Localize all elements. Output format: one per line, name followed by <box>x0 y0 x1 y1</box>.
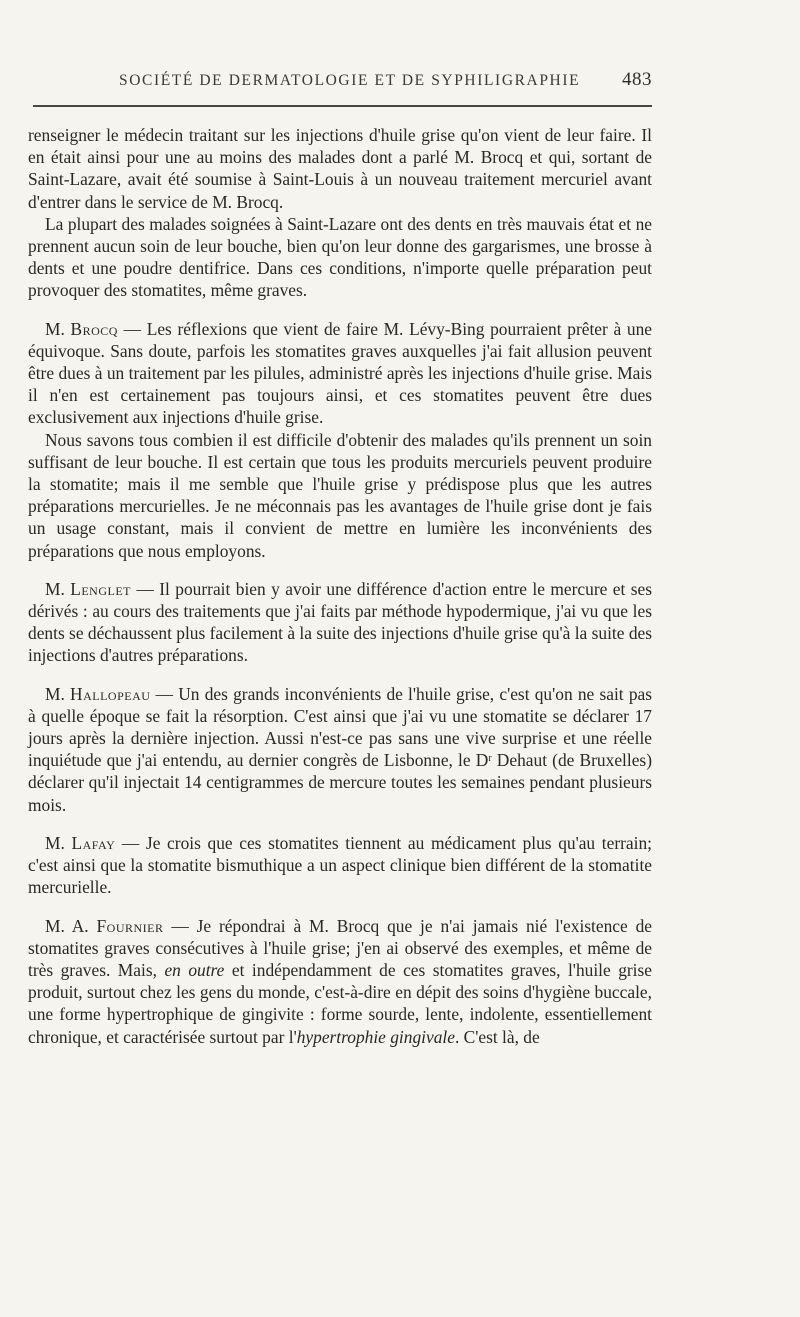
running-head <box>33 66 652 96</box>
speaker-name: Hallopeau <box>70 683 151 704</box>
running-title: SOCIÉTÉ DE DERMATOLOGIE ET DE SYPHILIGRAPHIE <box>119 72 581 89</box>
speaker-name: Brocq <box>70 318 118 339</box>
paragraph-lafay: M. Lafay — Je crois que ces stomatites tiennent au médicament plus qu'au terrain; c'est ainsi que la stomatite bismuthique a un aspect clinique bien différent de la stomatite mercurielle. <box>28 832 652 898</box>
speaker-name: Fournier <box>96 915 164 936</box>
speaker-name: Lafay <box>71 832 116 853</box>
paragraph: Nous savons tous combien il est difficile d'obtenir des malades qu'ils prennent un soin suffisant de leur bouche. Il est certain que tous les produits mercuriels peuvent produire la stomatite; mais il me semble que l'huile grise y prédispose plus que les autres préparations mercurielles. Je ne méconnais pas les avantages de l'huile grise dont je fais un usage constant, mais il convient de mettre en lumière les inconvénients des préparations que nous employons. <box>28 429 652 561</box>
paragraph-hallopeau: M. Hallopeau — Un des grands inconvénients de l'huile grise, c'est qu'on ne sait pas à quelle époque se fait la résorption. C'est ainsi que j'ai vu une stomatite se déclarer 17 jours après la dernière injection. Aussi n'est-ce pas sans une vive surprise et une réelle inquiétude que j'ai entendu, au dernier congrès de Lisbonne, le $D^r$ Dehaut (de Bruxelles) déclarer qu'il injectait 14 centigrammes de mercure toutes les semaines pendant plusieurs mois. <box>28 683 653 815</box>
paragraph-lenglet: M. Lenglet — Il pourrait bien y avoir une différence d'action entre le mercure et ses dérivés : au cours des traitements que j'ai faits par méthode hypodermique, j'ai vu que les dents se déchaussent plus facilement à la suite des injections d'huile grise qu'à la suite des injections d'autres préparations. <box>28 578 652 666</box>
page-number: 483 <box>622 69 652 90</box>
speaker-name: Lenglet <box>70 578 132 599</box>
paragraph-brocq: M. Brocq — Les réflexions que vient de faire M. Lévy-Bing pourraient prêter à une équivoque. Sans doute, parfois les stomatites graves auxquelles j'ai fait allusion peuvent être dues à un traitement par les pilules, administré après les injections d'huile grise. Mais il n'en est certainement pas toujours ainsi, et ces stomatites peuvent être dues exclusivement aux injections d'huile grise. <box>28 318 652 428</box>
paragraph: La plupart des malades soignées à Saint-Lazare ont des dents en très mauvais état et ne prennent aucun soin de leur bouche, bien qu'on leur donne des gargarismes, une brosse à dents et une poudre dentifrice. Dans ces conditions, n'importe quelle préparation peut provoquer des stomatites, même graves. <box>28 213 652 301</box>
body-text <box>28 124 652 1048</box>
header-rule <box>33 105 652 107</box>
paragraph-fournier: M. A. Fournier — Je répondrai à M. Brocq que je n'ai jamais nié l'existence de stomatites graves consécutives à l'huile grise; j'en ai observé des exemples, et même de très graves. Mais, en outre et indépendamment de ces stomatites graves, l'huile grise produit, surtout chez les gens du monde, c'est-à-dire en dépit des soins d'hygiène buccale, une forme hypertrophique de gingivite : forme sourde, lente, indolente, essentiellement chronique, et caractérisée surtout par l'hypertrophie gingivale. C'est là, de <box>28 915 653 1047</box>
paragraph: renseigner le médecin traitant sur les injections d'huile grise qu'on vient de leur faire. Il en était ainsi pour une au moins des malades dont a parlé M. Brocq et qui, sortant de Saint-Lazare, avait été soumise à Saint-Louis à un nouveau traitement mercuriel avant d'entrer dans le service de M. Brocq. <box>28 125 652 212</box>
